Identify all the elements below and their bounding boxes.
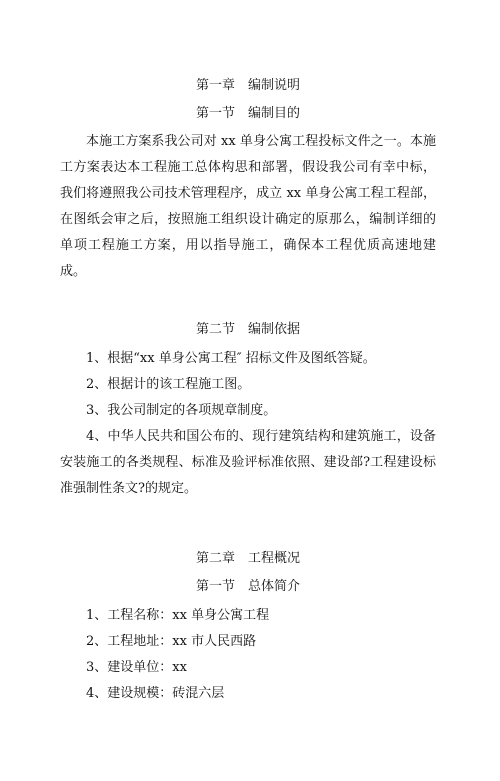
document-page — [0, 74, 500, 781]
chapter-1-section-1-title: 第一节 编制目的 — [195, 106, 300, 121]
list-item: 1、根据“xx 单身公寓工程″ 招标文件及图纸答疑。 — [86, 351, 376, 366]
chapter-1-section-2-title: 第二节 编制依据 — [195, 322, 300, 337]
list-item: 4、建设规模：砖混六层 — [86, 686, 225, 701]
chapter-1-title: 第一章 编制说明 — [195, 78, 300, 93]
list-item: 3、建设单位：xx — [86, 660, 187, 675]
list-item: 4、中华人民共和国公布的、现行建筑结构和建筑施工，设备安装施工的各类规程、标准及验评标准依照、建设部?工程建设标准强制性条文?的规定。 — [60, 429, 436, 496]
list-item: 2、工程地址：xx 市人民西路 — [86, 634, 257, 649]
list-item: 2、根据计的该工程施工图。 — [86, 377, 251, 392]
chapter-2-title: 第二章 工程概况 — [195, 551, 300, 566]
list-item: 1、工程名称：xx 单身公寓工程 — [86, 608, 270, 623]
basis-list — [60, 346, 436, 502]
purpose-paragraph: 本施工方案系我公司对 xx 单身公寓工程投标文件之一。本施工方案表达本工程施工总体构思和部署，假设我公司有幸中标，我们将遵照我公司技术管理程序，成立 xx 单身公寓工程工程部，在图纸会审之后，按照施工组织设计确定的原那么，编制详细的单项工程施工方案，用以指导施工，确保本工程优质高速地建成。 — [60, 134, 436, 279]
list-item: 3、我公司制定的各项规章制度。 — [86, 403, 277, 418]
chapter-2-section-1-title: 第一节 总体简介 — [195, 579, 300, 594]
overview-list — [60, 603, 436, 707]
